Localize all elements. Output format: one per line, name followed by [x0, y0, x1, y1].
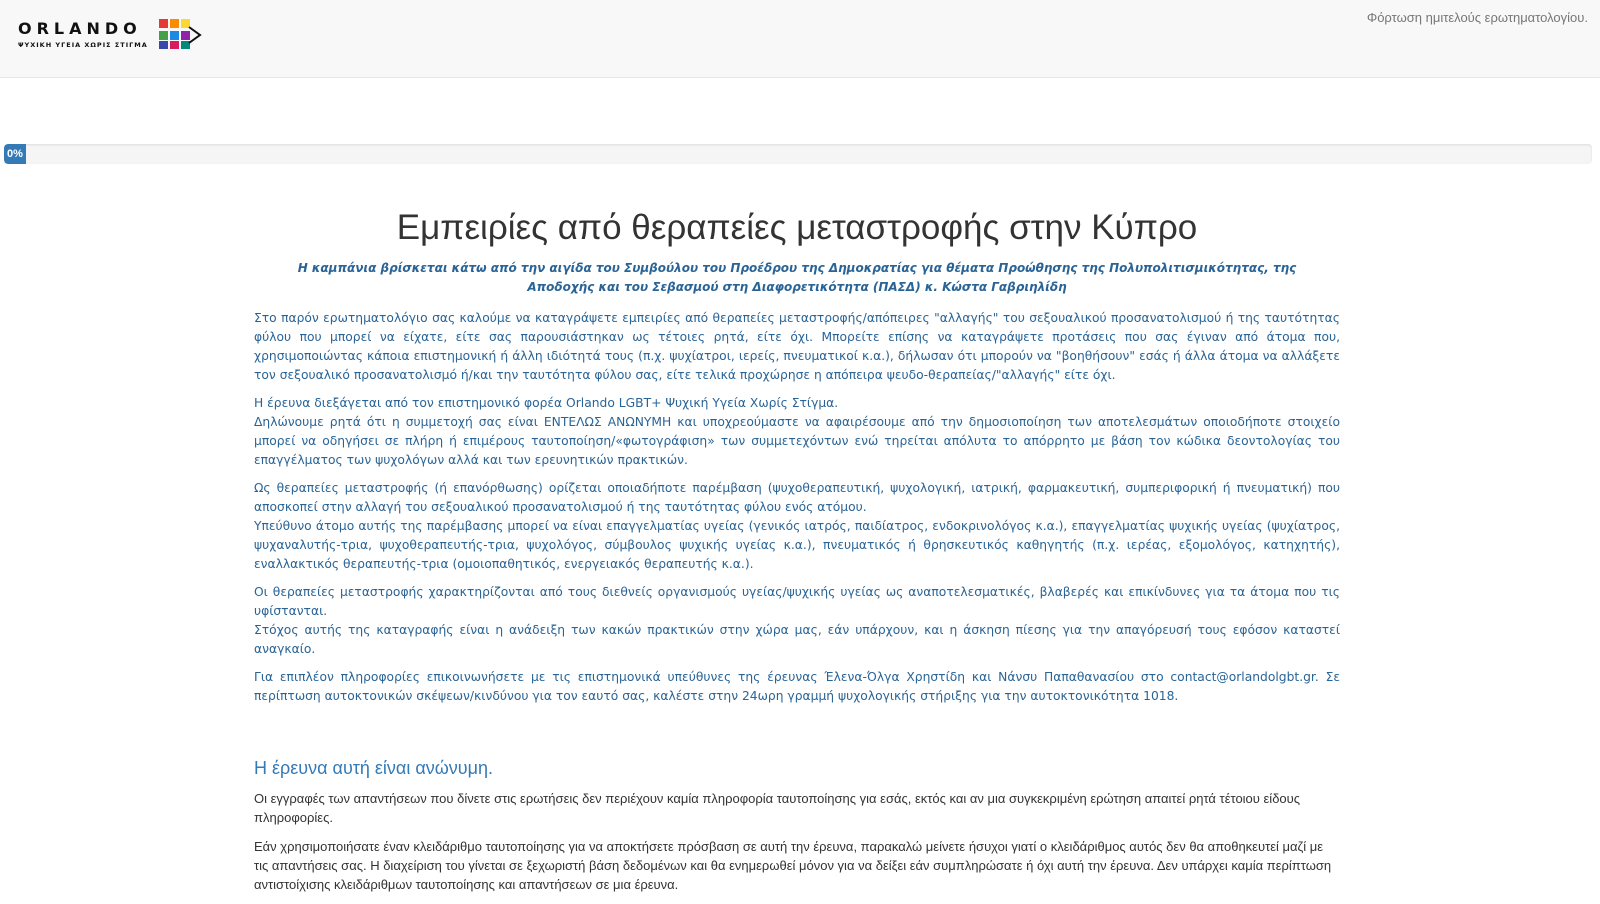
description-line: Υπεύθυνο άτομο αυτής της παρέμβασης μπορεί να είναι επαγγελματίας υγείας (γενικός ιατρός, παιδίατρος, ενδοκρινολόγος κ.α.), επαγγελματίας ψυχικής υγείας (ψυχίατρος, ψυχαναλυτής-τρια, ψυχοθεραπευτής-τρια, ψυχολόγος, σύμβουλος ψυχικής υγείας κ.α.), πνευματικός ή θρησκευτικός καθηγητής (π.χ. ιερέας, εξομολόγος, κατηχητής), εναλλακτικός θεραπευτής-τρια (ομοιοπαθητικός, ενεργειακός θεραπευτής κ.α.).	[254, 519, 1340, 571]
description-line: Δηλώνουμε ρητά ότι η συμμετοχή σας είναι ΕΝΤΕΛΩΣ ΑΝΩΝΥΜΗ και υποχρεούμαστε να αφαιρέσουμε από την δημοσιοποίηση των αποτελεσμάτων οποιοδήποτε στοιχείο μπορεί να οδηγήσει σε πλήρη ή επιμέρους ταυτοποίηση/«φωτογράφιση» των συμμετεχόντων ενώ τηρείται απόλυτα το απόρρητο με βάση τον κώδικα δεοντολογίας του επαγγέλματος των ψυχολόγων αλλά και των ερευνητικών πρακτικών.	[254, 415, 1340, 467]
description-paragraph	[254, 583, 1340, 659]
rainbow-blocks-icon	[158, 17, 202, 51]
description-line: Η έρευνα διεξάγεται από τον επιστημονικό φορέα Orlando LGBT+ Ψυχική Υγεία Χωρίς Στίγμα.	[254, 396, 839, 410]
description-paragraph	[254, 394, 1340, 470]
survey-welcome	[254, 200, 1340, 904]
anonymity-section	[254, 758, 1340, 894]
survey-subtitle: Η καμπάνια βρίσκεται κάτω από την αιγίδα του Συμβούλου του Προέδρου της Δημοκρατίας για θέματα Προώθησης της Πολυπολιτισμικότητας, της Αποδοχής και του Σεβασμού στη Διαφορετικότητα (ΠΑΣΔ) κ. Κώστα Γαβριηλίδη	[297, 261, 1297, 294]
anonymity-paragraph: Οι εγγραφές των απαντήσεων που δίνετε στις ερωτήσεις δεν περιέχουν καμία πληροφορία ταυτοποίησης για εσάς, εκτός και αν μια συγκεκριμένη ερώτηση απαιτεί ρητά τέτοιου είδους πληροφορίες.	[254, 791, 1301, 825]
progress-bar	[4, 144, 1592, 164]
logo-tagline: ΨΥΧΙΚΗ ΥΓΕΙΑ ΧΩΡΙΣ ΣΤΙΓΜΑ	[18, 40, 148, 49]
logo-name: ORLANDO	[18, 18, 142, 38]
anonymity-heading: Η έρευνα αυτή είναι ανώνυμη.	[254, 758, 494, 778]
description-paragraph: Στο παρόν ερωτηματολόγιο σας καλούμε να καταγράψετε εμπειρίες από θεραπείες μεταστροφής/απόπειρες "αλλαγής" του σεξουαλικού προσανατολισμού ή της ταυτότητας φύλου που μπορεί να είχατε, είτε σας παρουσιάστηκαν ως τέτοιες ρητά, είτε όχι. Μπορείτε επίσης να καταγράψετε προτάσεις που σας έγιναν από άτομα που, χρησιμοποιώντας κάποια επιστημονική ή άλλη ιδιότητά τους (π.χ. ψυχίατροι, ιερείς, πνευματικοί κ.α.), δήλωσαν ότι μπορούν να "βοηθήσουν" εσάς ή άλλα άτομα να αλλάξετε τον σεξουαλικό προσανατολισμό ή/και την ταυτότητα φύλου σας, είτε τελικά προχώρησε η απόπειρα ψευδο-θεραπείας/"αλλαγής" είτε όχι.	[254, 311, 1340, 382]
orlando-logo[interactable]	[18, 14, 202, 54]
progress-bar-fill: 0%	[4, 144, 26, 164]
survey-description	[254, 309, 1340, 706]
contact-paragraph: Για επιπλέον πληροφορίες επικοινωνήσετε με τις επιστημονικά υπεύθυνες της έρευνας Έλενα-Όλγα Χρηστίδη και Νάνσυ Παπαθανασίου στο contact@orlandolgbt.gr. Σε περίπτωση αυτοκτονικών σκέψεων/κινδύνου για τον εαυτό σας, καλέστε στην 24ωρη γραμμή ψυχολογικής στήριξης για την αυτοκτονικότητα 1018.	[254, 670, 1340, 703]
description-line: Ως θεραπείες μεταστροφής (ή επανόρθωσης) ορίζεται οποιαδήποτε παρέμβαση (ψυχοθεραπευτική, ψυχολογική, ιατρική, φαρμακευτική, συμπεριφορική ή πνευματική) που αποσκοπεί στην αλλαγή του σεξουαλικού προσανατολισμού ή της ταυτότητας φύλου ενός ατόμου.	[254, 481, 1340, 514]
load-unfinished-survey-link[interactable]: Φόρτωση ημιτελούς ερωτηματολογίου.	[1366, 10, 1588, 25]
description-paragraph	[254, 479, 1340, 574]
description-line: Οι θεραπείες μεταστροφής χαρακτηρίζονται από τους διεθνείς οργανισμούς υγείας/ψυχικής υγείας ως αναποτελεσματικές, βλαβερές και επικίνδυνες για τα άτομα που τις υφίστανται.	[254, 585, 1340, 618]
anonymity-paragraph: Εάν χρησιμοποιήσατε έναν κλειδάριθμο ταυτοποίησης για να αποκτήσετε πρόσβαση σε αυτή την έρευνα, παρακαλώ μείνετε ήσυχοι γιατί ο κλειδάριθμος αυτός δεν θα αποθηκευτεί μαζί με τις απαντήσεις σας. Η διαχείριση του γίνεται σε ξεχωριστή βάση δεδομένων και θα ενημερωθεί μόνον για να δείξει εάν συμπληρώσατε ή όχι αυτή την έρευνα. Δεν υπάρχει καμία περίπτωση αντιστοίχισης κλειδάριθμων ταυτοποίησης και απαντήσεων σε μια έρευνα.	[254, 839, 1332, 892]
top-navbar	[0, 0, 1600, 78]
survey-title: Εμπειρίες από θεραπείες μεταστροφής στην Κύπρο	[396, 208, 1198, 247]
description-line: Στόχος αυτής της καταγραφής είναι η ανάδειξη των κακών πρακτικών στην χώρα μας, εάν υπάρχουν, και η άσκηση πίεσης για την απαγόρευσή τους εφόσον καταστεί αναγκαίο.	[254, 623, 1340, 656]
logo-text	[18, 20, 148, 49]
